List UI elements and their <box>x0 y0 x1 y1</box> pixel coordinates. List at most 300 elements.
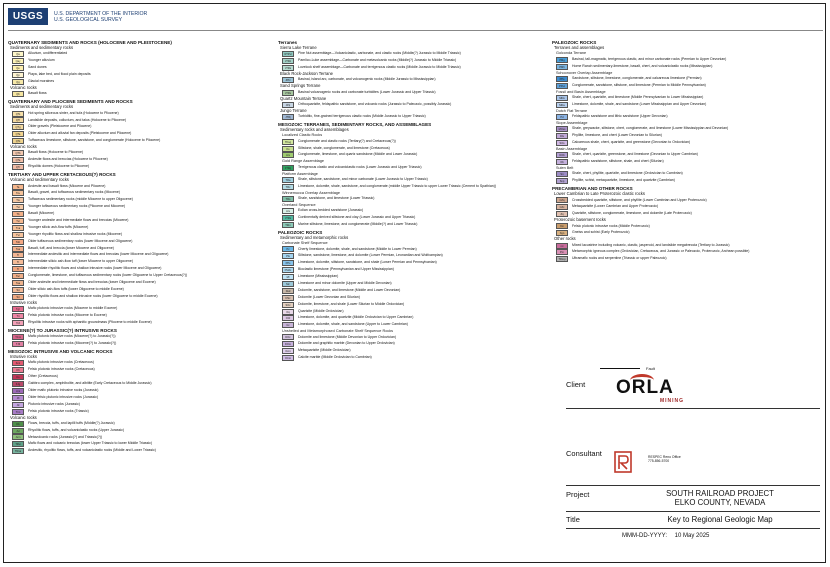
unit-swatch: Toa <box>12 246 24 252</box>
legend-unit-row <box>12 402 263 408</box>
legend-unit-row <box>12 287 263 293</box>
legend-unit-row <box>12 313 263 319</box>
unit-swatch: QTa <box>12 157 24 163</box>
legend-subheading: Lower Cambrian to Late Proterozoic clastic rocks <box>554 191 645 197</box>
unit-description: Younger rhyolitic flows and shallow intrusive rocks (Miocene) <box>28 231 123 236</box>
legend-unit-row <box>12 306 263 312</box>
unit-swatch: DOb <box>556 152 568 158</box>
unit-swatch: MDs <box>556 95 568 101</box>
unit-swatch: JPq <box>282 102 294 108</box>
legend-group-heading: Winnemucca Overlap Assemblage <box>282 190 341 195</box>
legend-unit-row <box>12 164 263 170</box>
unit-description: Basinal, tall-magmatic, terrigenous clastic, and minor carbonate rocks (Permian to Upper Devonian) <box>572 56 727 61</box>
legend-group-heading: Schoonover Overlap Assemblage <box>556 70 613 75</box>
unit-description: Dolomite (Lower Devonian and Silurian) <box>298 294 360 299</box>
legend-unit-row <box>556 171 807 177</box>
unit-swatch: Ocm <box>282 348 294 354</box>
unit-swatch: Sn <box>556 171 568 177</box>
legend-unit-row <box>282 139 533 145</box>
unit-description: Shale, sandstone, and limestone (Lower Triassic) <box>298 195 375 200</box>
legend-subheading: Volcanic and sedimentary rocks <box>10 177 69 183</box>
unit-swatch: Jd <box>12 402 24 408</box>
legend-unit-row <box>282 152 533 158</box>
legend-unit-row <box>556 76 807 82</box>
unit-swatch: Tvt <box>12 204 24 210</box>
unit-description: Metamorphic igneous complex (Ordovician, Cretaceous, and Jurassic or Paleozoic, Proterozoic, Archean possible) <box>572 249 750 254</box>
unit-swatch: Tgr <box>12 306 24 312</box>
unit-description: Quartzite, siltstone, conglomerate, limestone, and dolomite (Late Proterozoic) <box>572 211 692 216</box>
legend-group-heading: Basin Assemblage <box>556 146 588 151</box>
legend-unit-row <box>556 243 807 249</box>
unit-swatch: PPsc <box>556 83 568 89</box>
legend-unit-row <box>12 190 263 196</box>
unit-description: Intermediate silicic ash-flow tuff (lower Miocene to upper Oligocene) <box>28 259 133 264</box>
unit-description: Older alluvium and alluvial fan deposits (Pleistocene and Pliocene) <box>28 131 132 136</box>
unit-swatch: TJfi <box>12 341 24 347</box>
legend-group-heading: Carbonate Shelf Sequence <box>282 241 328 246</box>
legend-unit-row <box>12 239 263 245</box>
unit-description: Older rhyolitic flows and shallow intrusive rocks (lower Oligocene to middle Eocene) <box>28 293 158 298</box>
unit-description: Pamlico-Luke assemblage—Carbonate and metavolcanic rocks (Middle(?) Jurassic to Middle Triassic) <box>298 58 457 63</box>
unit-description: Shale, greywacke, siltstone, chert, conglomerate, and limestone (Lower Mississippian and Devonian) <box>572 126 729 131</box>
unit-swatch: TRva <box>12 448 24 454</box>
unit-description: Cherty limestone, dolomite, shale, and sandstone (Middle to Lower Permian) <box>298 246 417 251</box>
unit-description: Playa, lake bed, and flood plain deposits <box>28 72 91 77</box>
date-value: 10 May 2025 <box>674 533 710 539</box>
unit-swatch: Qe <box>12 65 24 71</box>
unit-description: Feldspathic sandstone and lithic sandstone (Upper Devonian) <box>572 113 668 118</box>
unit-swatch: QTr <box>12 164 24 170</box>
legend-group-heading: Slope Assemblage <box>556 120 588 125</box>
unit-description: Bioclastic limestone (Pennsylvanian and Upper Mississippian) <box>298 267 394 272</box>
unit-swatch: JTRg <box>282 165 294 171</box>
unit-swatch: Toa <box>12 280 24 286</box>
legend-subheading: Sedimentary and metamorphic rocks <box>280 235 349 241</box>
unit-description: Basalt (Miocene) <box>28 211 55 216</box>
unit-swatch: Trd <box>12 320 24 326</box>
agency-line-2: U.S. GEOLOGICAL SURVEY <box>54 16 123 23</box>
legend-unit-row <box>12 280 263 286</box>
unit-description: Dolomite, limestone, and shale (Lower Silurian to Middle Ordovician) <box>298 301 405 306</box>
unit-description: Marine siltstone, limestone, and conglomerate (Middle(?) and Lower Triassic) <box>298 221 418 226</box>
unit-swatch: TRc <box>282 184 294 190</box>
legend-column-3 <box>552 38 807 263</box>
unit-description: Felsic plutonic intrusive rocks (Cretaceous) <box>28 367 95 372</box>
unit-description: Conglomerate, limestone, and tuffaceous sedimentary rocks (lower Oligocene to Upper Cretaceous(?)) <box>28 273 188 278</box>
unit-description: Intermediate rhyolitic flows and shallow intrusive rocks (lower Miocene and Oligocene) <box>28 266 162 271</box>
legend-unit-row <box>12 218 263 224</box>
unit-description: Orthoquartzite, feldspathic sandstone, and volcanic rocks (Jurassic to Paleozoic, possibly Jurassic) <box>298 101 452 106</box>
unit-description: Limestone (Mississippian) <box>298 274 339 279</box>
legend-unit-row <box>282 267 533 273</box>
unit-description: Basinal, island arc, carbonate, and volcanogenic rocks (Middle Jurassic to Mississippian) <box>298 77 436 82</box>
legend-unit-row <box>282 184 533 190</box>
legend-subheading: Intrusive rocks <box>10 354 37 360</box>
unit-swatch: CZc <box>556 204 568 210</box>
unit-description: Plutonic intrusive rocks (Jurassic) <box>28 401 80 406</box>
unit-swatch: Pc <box>282 246 294 252</box>
unit-description: Dolomite, sandstone, and limestone (Middle and Lower Devonian) <box>298 287 401 292</box>
unit-swatch: Qg <box>12 79 24 85</box>
unit-description: Landslide deposits, colluvium, and talus (Holocene to Pliocene) <box>28 117 127 122</box>
unit-swatch: Mc <box>282 281 294 287</box>
legend-unit-row <box>12 157 263 163</box>
unit-swatch: TKsg <box>282 139 294 145</box>
unit-swatch: Qb <box>12 91 24 97</box>
unit-description: Metaquartzite (Middle Ordovician) <box>298 348 351 353</box>
unit-swatch: Tr <box>12 266 24 272</box>
unit-swatch: Zq <box>556 211 568 217</box>
legend-unit-row <box>282 102 533 108</box>
consultant-line-2: 775-856-5700 <box>648 459 670 464</box>
unit-swatch: Jvm <box>12 434 24 440</box>
client-label: Client <box>566 380 586 389</box>
consultant-label: Consultant <box>566 449 602 458</box>
legend-column-1 <box>8 38 263 455</box>
legend-unit-row <box>282 58 533 64</box>
legend-unit-row <box>282 281 533 287</box>
unit-swatch: Jfi <box>12 395 24 401</box>
unit-swatch: Tvr <box>12 232 24 238</box>
legend-unit-row <box>282 341 533 347</box>
unit-swatch: Tt <box>12 259 24 265</box>
unit-description: Felsic plutonic intrusive rocks (Middle Proterozoic) <box>572 223 650 228</box>
unit-description: Mafic plutonic intrusive rocks (Miocene to middle Eocene) <box>28 306 118 311</box>
legend-unit-row <box>282 315 533 321</box>
legend-unit-row <box>12 252 263 258</box>
legend-unit-row <box>12 388 263 394</box>
project-value-line-2: ELKO COUNTY, NEVADA <box>674 497 766 507</box>
unit-swatch: mi <box>556 243 568 249</box>
unit-swatch: PMh <box>556 64 568 70</box>
client-logo-text: ORLA <box>616 377 674 398</box>
unit-swatch: SOc <box>282 302 294 308</box>
consultant-logo-icon <box>614 451 632 473</box>
legend-unit-row <box>12 131 263 137</box>
unit-description: Calcareous shale, chert, quartzite, and greenstone (Devonian to Ordovician) <box>572 139 691 144</box>
legend-unit-row <box>12 367 263 373</box>
unit-swatch: RTPsl <box>282 51 294 57</box>
legend-unit-row <box>12 266 263 272</box>
legend-unit-row <box>556 230 807 236</box>
legend-group-heading: Golconda Terrane <box>556 51 587 56</box>
unit-description: Mafic flows and volcanic breccias (lower Upper Triassic to lower Middle Triassic) <box>28 441 153 446</box>
unit-description: Turbiditic, fine-grained terrigenous clastic rocks (Middle Jurassic to Upper Triassic) <box>298 114 426 119</box>
unit-description: Conglomerate and clastic rocks (Tertiary(?) and Cretaceous(?)) <box>298 138 396 143</box>
unit-description: Dolomite and limestone (Middle Devonian to Upper Ordovician) <box>298 334 397 339</box>
unit-description: Flows, breccia, tuffs, and lapilli tuffs (Middle(?) Jurassic) <box>28 420 115 425</box>
legend-subheading: Volcanic rocks <box>10 84 37 90</box>
unit-swatch: JPbr <box>282 77 294 83</box>
unit-swatch: Pm <box>556 249 568 255</box>
unit-description: Continentally derived siltstone and clay (Lower Jurassic and Upper Triassic) <box>298 215 416 220</box>
unit-description: Alluvium, undifferentiated <box>28 51 68 56</box>
unit-description: Limestone and minor dolomite (Upper and Middle Devonian) <box>298 280 392 285</box>
unit-swatch: Pls <box>282 253 294 259</box>
legend-unit-row <box>12 232 263 238</box>
title-block-divider <box>566 528 820 529</box>
unit-description: Metaquartzite (Lower Cambrian and Upper Proterozoic) <box>572 204 659 209</box>
unit-description: Sandstone, siltstone, limestone, conglomerate, and calcareous limestone (Permian) <box>572 75 702 80</box>
legend-unit-row <box>12 72 263 78</box>
unit-description: Older tuffaceous sedimentary rocks (lower Miocene and Oligocene) <box>28 238 133 243</box>
unit-swatch: MOss <box>556 126 568 132</box>
legend-unit-row <box>12 341 263 347</box>
legend-unit-row <box>282 215 533 221</box>
unit-swatch: DSc <box>282 295 294 301</box>
unit-swatch: Dsd <box>282 288 294 294</box>
unit-swatch: TRmp <box>556 256 568 262</box>
legend-unit-row <box>282 309 533 315</box>
unit-description: Limestone, dolomite, and quartzite (Middle Ordovician to Upper Cambrian) <box>298 315 414 320</box>
legend-unit-row <box>12 124 263 130</box>
legend-unit-row <box>282 90 533 96</box>
unit-description: Metavolcanic rocks (Jurassic(?) and Triassic(?)) <box>28 434 103 439</box>
legend-section-heading: QUATERNARY AND PLIOCENE SEDIMENTS AND ROCKS <box>8 99 133 105</box>
legend-unit-row <box>12 334 263 340</box>
unit-description: Other (Cretaceous) <box>28 374 58 379</box>
unit-swatch: Tri <box>12 313 24 319</box>
legend-unit-row <box>12 320 263 326</box>
usgs-header <box>8 8 147 25</box>
unit-swatch: JTRs <box>282 90 294 96</box>
fault-legend <box>600 366 655 371</box>
unit-description: Gabbro complex, amphibolite, and albitite (Early Cretaceous to Middle Jurassic) <box>28 380 152 385</box>
legend-section-heading: PALEOZOIC ROCKS <box>278 229 323 235</box>
unit-swatch: PMdc <box>282 267 294 273</box>
unit-swatch: Ta <box>12 184 24 190</box>
unit-description: Younger tuffaceous sedimentary rocks (Pliocene and Miocene) <box>28 204 126 209</box>
unit-description: Shale, siltstone, sandstone, and minor carbonate (Lower Jurassic to Upper Triassic) <box>298 176 428 181</box>
unit-description: Intermediate andesitic and intermediate flows and breccias (lower Miocene and Oligocene) <box>28 252 169 257</box>
unit-description: Younger silicic ash-flow tuffs (Miocene) <box>28 224 89 229</box>
legend-unit-row <box>556 256 807 262</box>
legend-section-heading: QUATERNARY SEDIMENTS AND ROCKS (HOLOCENE AND PLEISTOCENE) <box>8 40 172 45</box>
unit-swatch: Kfi <box>12 367 24 373</box>
unit-description: Tuffaceous sedimentary rocks (middle Miocene to upper Oligocene) <box>28 197 133 202</box>
legend-group-heading: Overland Sequence <box>282 202 316 207</box>
unit-description: Limestone, dolomite, shale, sandstone, and conglomerate (middle Upper Triassic to upper Lower Triassic (Cement to Spathian)) <box>298 183 497 188</box>
unit-description: Crossbedded quartzite, siltstone, and phyllite (Lower Cambrian and Upper Proterozoic) <box>572 197 707 202</box>
logo-swoosh-icon <box>630 374 654 387</box>
unit-swatch: Qa <box>12 51 24 57</box>
unit-description: Older mafic plutonic intrusive rocks (Jurassic) <box>28 387 99 392</box>
legend-subheading: Sierra Lake Terrane <box>280 45 317 51</box>
title-value: Key to Regional Geologic Map <box>667 515 773 524</box>
legend-unit-row <box>556 95 807 101</box>
client-logo <box>616 377 685 404</box>
title-block-divider <box>566 408 820 409</box>
legend-subheading: Sand Springs Terrane <box>280 83 321 89</box>
legend-unit-row <box>556 64 807 70</box>
unit-swatch: CZq <box>556 197 568 203</box>
unit-description: Older silicic ash-flow tuffs (lower Oligocene to middle Eocene) <box>28 286 124 291</box>
title-block-divider <box>566 485 820 486</box>
unit-swatch: Kb <box>12 421 24 427</box>
legend-group-heading: Dutch Flat Terrane <box>556 108 588 113</box>
legend-unit-row <box>282 260 533 266</box>
unit-swatch: Jvr <box>12 428 24 434</box>
unit-description: Basinal volcanogenic rocks and carbonate turbidites (Lower Jurassic and Upper Triassic) <box>298 89 436 94</box>
legend-unit-row <box>12 294 263 300</box>
unit-description: Home Ranch sedimentary-limestone, basalt, chert, and volcaniclastic rocks (Mississippian) <box>572 63 713 68</box>
unit-swatch: Qp <box>12 72 24 78</box>
unit-description: Rhyolitic flows, tuffs, and volcaniclastic rocks (Upper Jurassic) <box>28 427 125 432</box>
legend-section-heading: PALEOZOIC ROCKS <box>552 40 597 45</box>
legend-unit-row <box>12 441 263 447</box>
legend-unit-row <box>282 222 533 228</box>
legend-unit-row <box>12 65 263 71</box>
unit-description: Basalt flows <box>28 91 47 96</box>
unit-swatch: Xm <box>556 223 568 229</box>
unit-description: Phyllite, schist, metaquartzite, limestone, and quartzite (Cambrian) <box>572 178 675 183</box>
legend-unit-row <box>282 208 533 214</box>
fault-line-icon <box>600 368 640 369</box>
unit-swatch: Tvi <box>12 218 24 224</box>
legend-unit-row <box>282 322 533 328</box>
legend-unit-row <box>12 360 263 366</box>
legend-unit-row <box>556 223 807 229</box>
legend-unit-row <box>282 246 533 252</box>
unit-description: Andesitic, rhyolitic flows, tuffs, and volcaniclastic rocks (Middle and Lower Triassic) <box>28 448 156 453</box>
legend-unit-row <box>12 225 263 231</box>
unit-swatch: DOm <box>282 341 294 347</box>
unit-description: Feldspathic sandstone, siltstone, shale, and chert (Silurian) <box>572 159 664 164</box>
unit-swatch: SOs <box>556 140 568 146</box>
unit-description: Mafic plutonic intrusive rocks (Miocene(?) to Jurassic(?)) <box>28 334 116 339</box>
legend-unit-row <box>12 428 263 434</box>
unit-swatch: QTl <box>12 117 24 123</box>
agency-name <box>54 11 147 23</box>
legend-unit-row <box>12 197 263 203</box>
unit-description: Eolian cross-bedded sandstone (Jurassic) <box>298 208 364 213</box>
unit-swatch: Tot <box>12 287 24 293</box>
unit-description: Younger alluvium <box>28 58 55 63</box>
unit-swatch: Tb <box>12 211 24 217</box>
unit-swatch: Pd <box>556 114 568 120</box>
unit-swatch: QTa <box>12 131 24 137</box>
project-value-line-1: SOUTH RAILROAD PROJECT <box>666 489 774 498</box>
legend-unit-row <box>282 355 533 361</box>
unit-swatch: JTRs <box>282 215 294 221</box>
legend-unit-row <box>12 58 263 64</box>
legend-unit-row <box>12 395 263 401</box>
legend-unit-row <box>556 152 807 158</box>
legend-section-heading: PRECAMBRIAN AND OTHER ROCKS <box>552 186 633 192</box>
legend-subheading: Sediments and sedimentary rocks <box>10 45 74 51</box>
unit-description: Conglomerate, limestone, and quartz sandstone (Middle and Lower Jurassic) <box>298 152 418 157</box>
unit-swatch: Tts <box>12 197 24 203</box>
unit-description: Felsic plutonic intrusive rocks (Triassic) <box>28 408 89 413</box>
legend-unit-row <box>282 348 533 354</box>
date-row <box>622 533 709 539</box>
unit-description: Andesite flows and breccias (Holocene to Pliocene) <box>28 157 108 162</box>
legend-unit-row <box>12 138 263 144</box>
legend-unit-row <box>282 302 533 308</box>
legend-group-heading: Platform Assemblage <box>282 171 318 176</box>
legend-unit-row <box>556 178 807 184</box>
legend-group-heading: Unshelled and Metamorphosed Carbonate Shelf Sequence Rocks <box>282 329 394 334</box>
unit-description: Hot spring siliceous sinter, and tufa (Holocene to Pliocene) <box>28 110 119 115</box>
unit-description: Ultramafic rocks and serpentine (Triassic or upper Paleozoic) <box>572 256 667 261</box>
unit-swatch: JTRc <box>282 58 294 64</box>
unit-swatch: OCl <box>282 315 294 321</box>
unit-swatch: TRa <box>282 177 294 183</box>
legend-unit-row <box>556 140 807 146</box>
unit-swatch: KJg <box>12 381 24 387</box>
unit-swatch: DOc <box>282 334 294 340</box>
legend-group-heading: Localized Clastic Rocks <box>282 133 323 138</box>
legend-subheading: Sediments and sedimentary rocks <box>10 104 74 110</box>
legend-unit-row <box>282 334 533 340</box>
unit-description: Rhyolitic domes (Holocene to Pliocene) <box>28 164 90 169</box>
legend-unit-row <box>12 434 263 440</box>
legend-unit-row <box>12 184 263 190</box>
unit-description: Felsic plutonic intrusive rocks (Miocene to Eocene) <box>28 312 107 317</box>
legend-unit-row <box>282 114 533 120</box>
unit-swatch: PMg <box>556 57 568 63</box>
legend-unit-row <box>556 249 807 255</box>
legend-subheading: Other rocks <box>554 236 576 242</box>
legend-section-heading: Terranes <box>278 40 298 45</box>
legend-subheading: Volcanic rocks <box>10 144 37 150</box>
title-label: Title <box>566 515 580 524</box>
legend-unit-row <box>12 381 263 387</box>
legend-unit-row <box>12 211 263 217</box>
unit-swatch: Jcs <box>282 152 294 158</box>
header-divider <box>8 30 823 31</box>
unit-description: Terrigenous clastic and volcaniclastic rocks (Lower Jurassic and Upper Triassic) <box>298 164 422 169</box>
legend-unit-row <box>556 102 807 108</box>
unit-swatch: Ml <box>282 274 294 280</box>
legend-section-heading: MESOZOIC TERRANES, SEDIMENTARY ROCKS, AND ASSEMBLAGES <box>278 122 432 127</box>
legend-section-heading: MIOCENE(?) TO JURASSIC(?) INTRUSIVE ROCKS <box>8 327 117 333</box>
legend-subheading: Jungo Terrane <box>280 107 307 113</box>
agency-line-1: U.S. DEPARTMENT OF THE INTERIOR <box>54 10 148 17</box>
legend-unit-row <box>12 150 263 156</box>
unit-swatch: TRm <box>282 222 294 228</box>
unit-swatch: PPs <box>556 76 568 82</box>
unit-swatch: Tva <box>12 225 24 231</box>
unit-description: Phyllite, limestone, and chert (Lower Devonian to Silurian) <box>572 133 662 138</box>
legend-unit-row <box>12 246 263 252</box>
unit-swatch: Trm <box>12 409 24 415</box>
unit-swatch: Snp <box>556 178 568 184</box>
legend-group-heading: Gold Range Assemblage <box>282 159 325 164</box>
project-value <box>620 490 820 507</box>
legend-subheading: Terranes and assemblages <box>554 45 605 51</box>
unit-swatch: Tob <box>12 239 24 245</box>
unit-swatch: Kmi <box>12 360 24 366</box>
legend-unit-row <box>12 117 263 123</box>
unit-swatch: JTRj <box>282 114 294 120</box>
legend-unit-row <box>282 165 533 171</box>
unit-description: Basalt, gravel, and tuffaceous sedimentary rocks (Miocene) <box>28 190 120 195</box>
title-block-divider <box>566 511 820 512</box>
legend-unit-row <box>556 197 807 203</box>
unit-swatch: Xgn <box>556 230 568 236</box>
unit-swatch: Cc <box>282 322 294 328</box>
unit-description: Siltstone, shale, conglomerate, and limestone (Cretaceous) <box>298 145 390 150</box>
unit-description: Felsic plutonic intrusive rocks (Miocene(?) to Jurassic(?)) <box>28 340 117 345</box>
unit-swatch: Ti <box>12 252 24 258</box>
unit-description: Lovelock shelf assemblage—Carbonate and terrigenous clastic rocks (Middle Jurassic to Middle Triassic) <box>298 65 461 70</box>
unit-swatch: Ko <box>12 374 24 380</box>
unit-swatch: Ob <box>556 159 568 165</box>
legend-unit-row <box>556 159 807 165</box>
legend-unit-row <box>12 374 263 380</box>
date-label: MMM-DD-YYYY: <box>622 533 667 539</box>
